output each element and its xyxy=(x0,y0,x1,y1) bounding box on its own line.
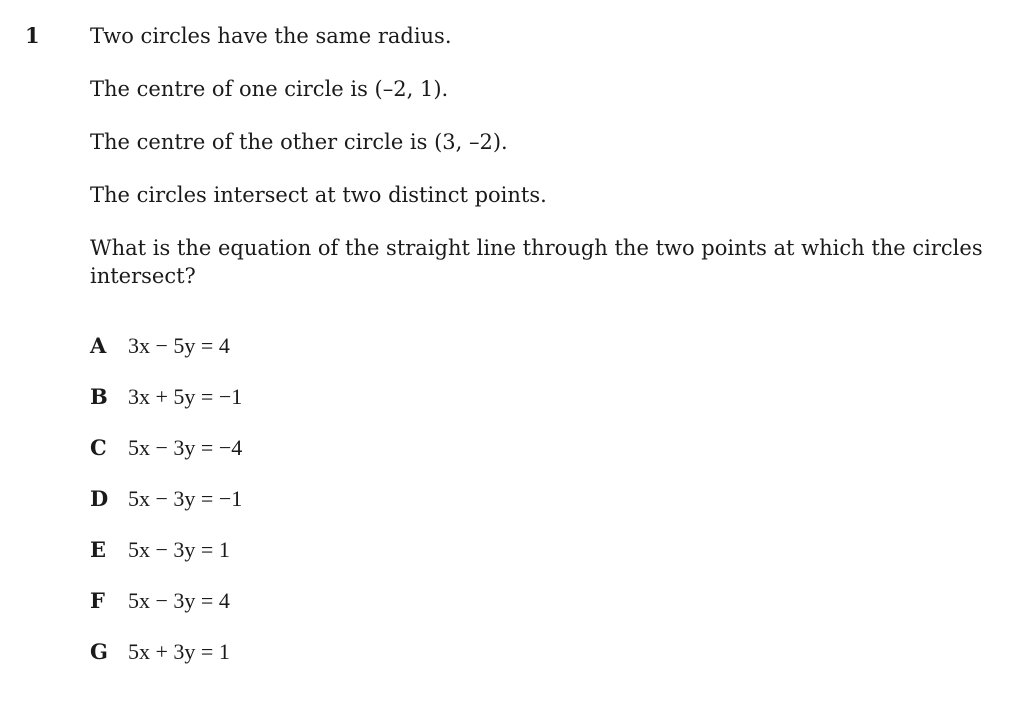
option-equation: 3x + 5y = −1 xyxy=(128,384,243,409)
option-letter: D xyxy=(90,486,109,511)
option-letter: C xyxy=(90,435,107,460)
option-letter: A xyxy=(90,333,107,358)
option-equation: 5x + 3y = 1 xyxy=(128,639,230,664)
option-equation: 5x − 3y = 4 xyxy=(128,588,230,613)
option-b[interactable] xyxy=(90,383,990,434)
question-text-line-2: The centre of one circle is (–2, 1). xyxy=(90,77,449,101)
option-e[interactable] xyxy=(90,536,990,587)
question-text-line-4: The circles intersect at two distinct points. xyxy=(90,183,547,207)
option-c[interactable] xyxy=(90,434,990,485)
option-equation: 3x − 5y = 4 xyxy=(128,333,230,358)
question-text-line-3: The centre of the other circle is (3, –2). xyxy=(90,130,508,154)
option-letter: F xyxy=(90,588,105,613)
answer-options xyxy=(90,332,990,689)
option-a[interactable] xyxy=(90,332,990,383)
option-letter: G xyxy=(90,639,108,664)
option-equation: 5x − 3y = −1 xyxy=(128,486,243,511)
option-letter: E xyxy=(90,537,107,562)
option-letter: B xyxy=(90,384,108,409)
question-number: 1 xyxy=(25,23,40,48)
option-f[interactable] xyxy=(90,587,990,638)
question-body xyxy=(90,22,990,689)
question-text-line-1: Two circles have the same radius. xyxy=(90,24,452,48)
option-equation: 5x − 3y = 1 xyxy=(128,537,230,562)
option-d[interactable] xyxy=(90,485,990,536)
option-g[interactable] xyxy=(90,638,990,689)
question-prompt: What is the equation of the straight line through the two points at which the circles intersect? xyxy=(90,236,983,288)
option-equation: 5x − 3y = −4 xyxy=(128,435,243,460)
